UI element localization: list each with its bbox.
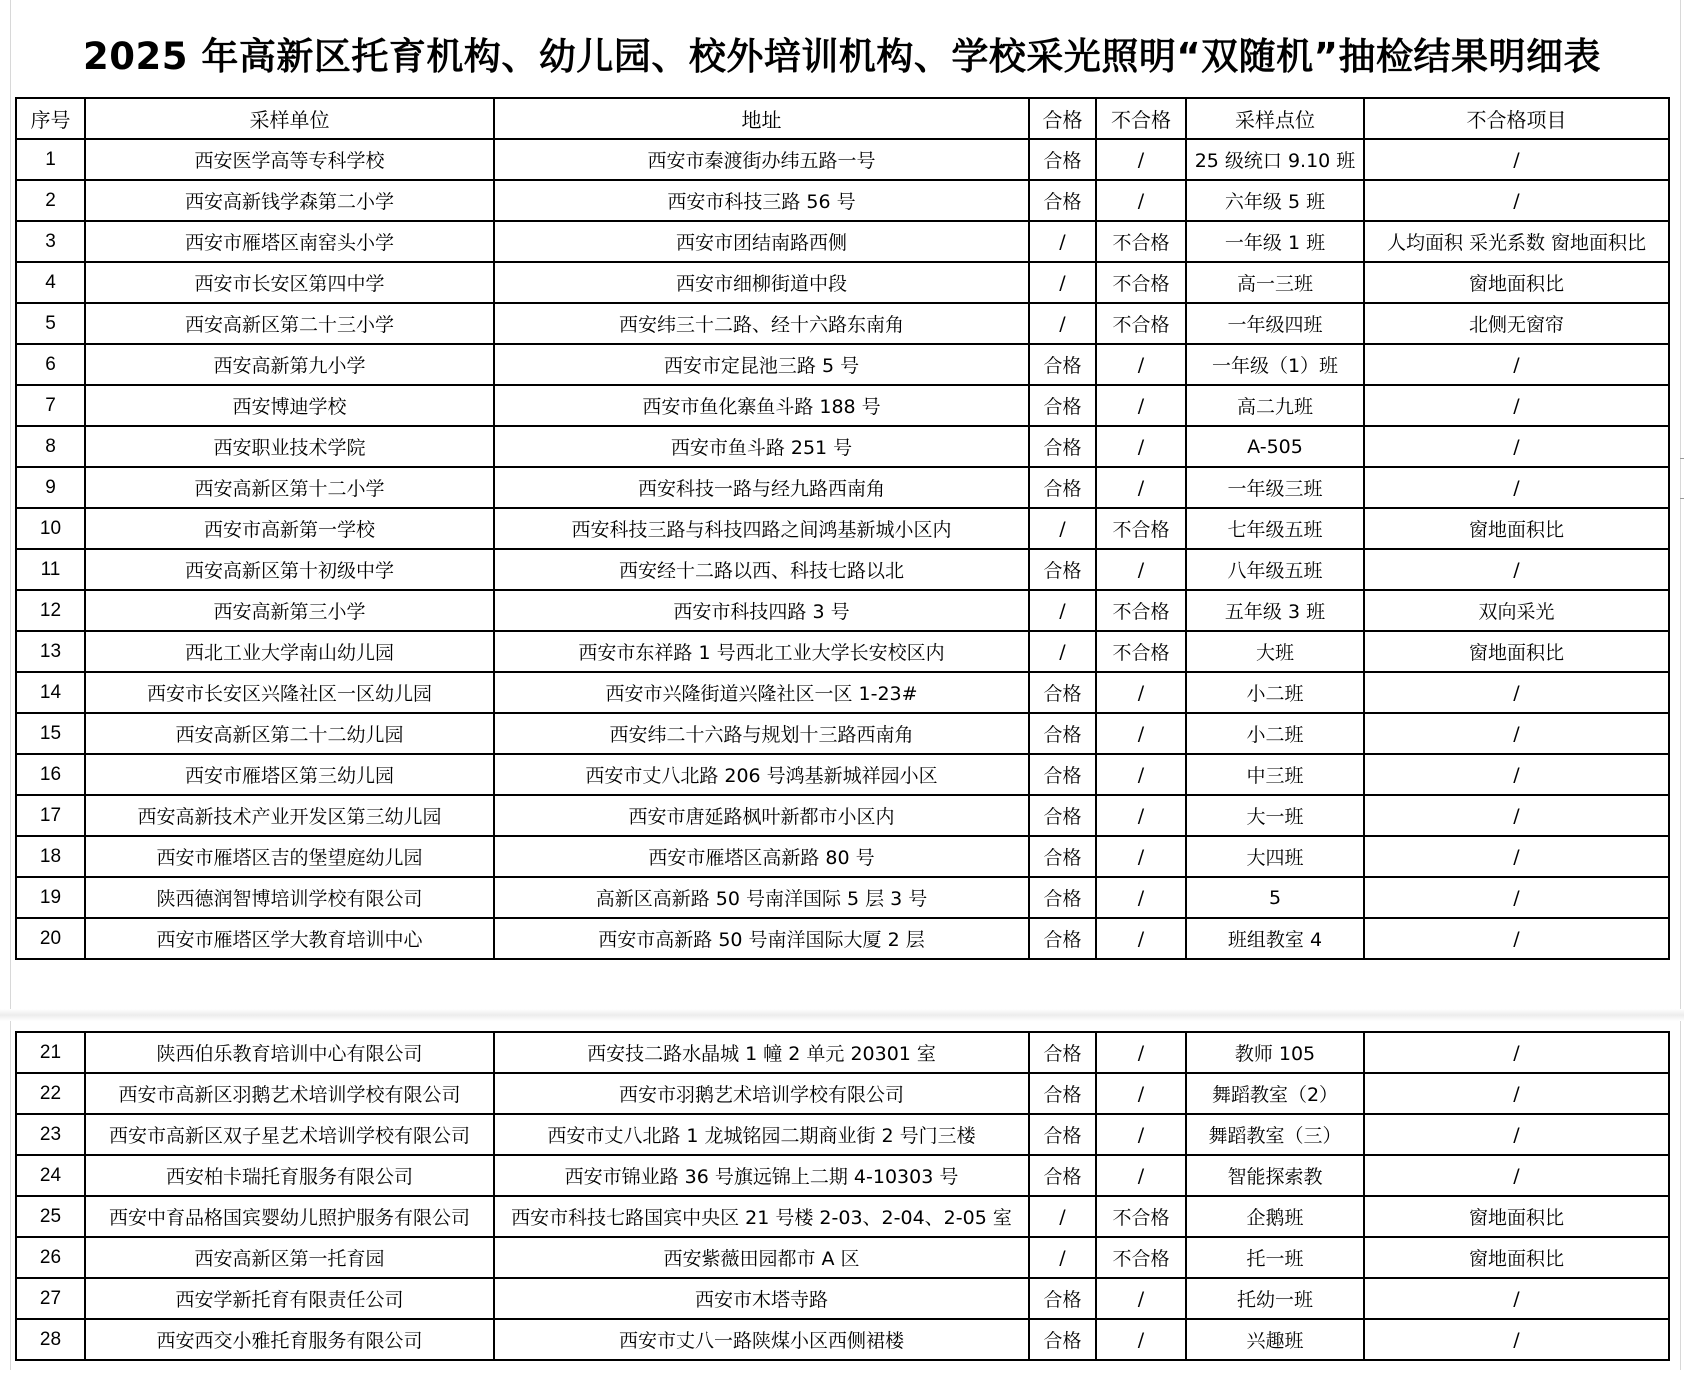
table-row [16, 139, 1669, 180]
cell-fail: / [1096, 344, 1186, 385]
cell-address: 西安市鱼斗路 251 号 [494, 426, 1029, 467]
cell-pass: 合格 [1029, 1319, 1096, 1360]
cell-point: 一年级（1）班 [1186, 344, 1364, 385]
cell-point: 五年级 3 班 [1186, 590, 1364, 631]
cell-address: 高新区高新路 50 号南洋国际 5 层 3 号 [494, 877, 1029, 918]
cell-address: 西安紫薇田园都市 A 区 [494, 1237, 1029, 1278]
cell-no: 10 [16, 508, 85, 549]
cell-pass: 合格 [1029, 139, 1096, 180]
cell-pass: 合格 [1029, 1114, 1096, 1155]
cell-no: 24 [16, 1155, 85, 1196]
cell-point: 七年级五班 [1186, 508, 1364, 549]
cell-no: 14 [16, 672, 85, 713]
cell-point: 一年级三班 [1186, 467, 1364, 508]
page-right-edge [1680, 0, 1681, 1370]
cell-fail: / [1096, 918, 1186, 959]
cell-pass: / [1029, 1237, 1096, 1278]
cell-unit: 西安博迪学校 [85, 385, 494, 426]
page-edge-tick [1680, 458, 1684, 459]
cell-pass: / [1029, 1196, 1096, 1237]
cell-point: 一年级四班 [1186, 303, 1364, 344]
header-no: 序号 [16, 98, 85, 139]
table-row [16, 262, 1669, 303]
cell-unit: 西安高新区第十二小学 [85, 467, 494, 508]
table-row [16, 385, 1669, 426]
cell-no: 13 [16, 631, 85, 672]
cell-point: 智能探索教 [1186, 1155, 1364, 1196]
cell-unit: 西安学新托育有限责任公司 [85, 1278, 494, 1319]
cell-unit: 西安市高新区双子星艺术培训学校有限公司 [85, 1114, 494, 1155]
cell-unit: 西安市高新区羽鹅艺术培训学校有限公司 [85, 1073, 494, 1114]
table-row [16, 426, 1669, 467]
cell-unit: 西安中育品格国宾婴幼儿照护服务有限公司 [85, 1196, 494, 1237]
result-table-page-2 [15, 1031, 1670, 1361]
cell-no: 4 [16, 262, 85, 303]
cell-point: 大一班 [1186, 795, 1364, 836]
cell-unit: 西安柏卡瑞托育服务有限公司 [85, 1155, 494, 1196]
cell-pass: / [1029, 221, 1096, 262]
cell-pass: 合格 [1029, 467, 1096, 508]
cell-no: 26 [16, 1237, 85, 1278]
cell-items: / [1364, 139, 1669, 180]
cell-items: 窗地面积比 [1364, 1237, 1669, 1278]
cell-fail: / [1096, 467, 1186, 508]
cell-address: 西安市兴隆街道兴隆社区一区 1-23# [494, 672, 1029, 713]
cell-fail: / [1096, 549, 1186, 590]
cell-point: 托一班 [1186, 1237, 1364, 1278]
cell-items: 人均面积 采光系数 窗地面积比 [1364, 221, 1669, 262]
cell-point: A-505 [1186, 426, 1364, 467]
cell-no: 20 [16, 918, 85, 959]
cell-point: 小二班 [1186, 672, 1364, 713]
cell-items: / [1364, 795, 1669, 836]
cell-no: 19 [16, 877, 85, 918]
cell-pass: 合格 [1029, 795, 1096, 836]
table-body [16, 1032, 1669, 1360]
cell-point: 托幼一班 [1186, 1278, 1364, 1319]
table-row [16, 1073, 1669, 1114]
table-row [16, 672, 1669, 713]
cell-fail: / [1096, 713, 1186, 754]
cell-point: 5 [1186, 877, 1364, 918]
header-address: 地址 [494, 98, 1029, 139]
table-row [16, 180, 1669, 221]
cell-fail: / [1096, 877, 1186, 918]
table-row [16, 1237, 1669, 1278]
page-title: 2025 年高新区托育机构、幼儿园、校外培训机构、学校采光照明“双随机”抽检结果明细表 [83, 35, 1601, 78]
table-body [16, 139, 1669, 959]
cell-point: 舞蹈教室（三） [1186, 1114, 1364, 1155]
cell-point: 高一三班 [1186, 262, 1364, 303]
table-row [16, 590, 1669, 631]
cell-no: 16 [16, 754, 85, 795]
cell-items: / [1364, 836, 1669, 877]
cell-fail: / [1096, 795, 1186, 836]
cell-pass: / [1029, 508, 1096, 549]
cell-address: 西安市丈八北路 1 龙城铭园二期商业街 2 号门三楼 [494, 1114, 1029, 1155]
cell-no: 28 [16, 1319, 85, 1360]
cell-fail: 不合格 [1096, 590, 1186, 631]
table-row [16, 795, 1669, 836]
cell-unit: 西安市雁塔区南窑头小学 [85, 221, 494, 262]
cell-no: 1 [16, 139, 85, 180]
cell-unit: 西安市雁塔区第三幼儿园 [85, 754, 494, 795]
cell-no: 5 [16, 303, 85, 344]
cell-address: 西安市丈八一路陕煤小区西侧裙楼 [494, 1319, 1029, 1360]
cell-fail: 不合格 [1096, 631, 1186, 672]
cell-no: 9 [16, 467, 85, 508]
page-left-edge [10, 0, 11, 1370]
cell-items: / [1364, 1278, 1669, 1319]
cell-unit: 陕西伯乐教育培训中心有限公司 [85, 1032, 494, 1073]
cell-pass: 合格 [1029, 1073, 1096, 1114]
cell-items: / [1364, 467, 1669, 508]
cell-address: 西安市鱼化寨鱼斗路 188 号 [494, 385, 1029, 426]
table-row [16, 1196, 1669, 1237]
header-fail: 不合格 [1096, 98, 1186, 139]
cell-unit: 西安市雁塔区学大教育培训中心 [85, 918, 494, 959]
table-row [16, 1114, 1669, 1155]
cell-address: 西安市羽鹅艺术培训学校有限公司 [494, 1073, 1029, 1114]
cell-no: 15 [16, 713, 85, 754]
cell-point: 兴趣班 [1186, 1319, 1364, 1360]
cell-items: / [1364, 672, 1669, 713]
cell-address: 西安科技三路与科技四路之间鸿基新城小区内 [494, 508, 1029, 549]
cell-items: / [1364, 385, 1669, 426]
cell-items: / [1364, 426, 1669, 467]
cell-address: 西安市定昆池三路 5 号 [494, 344, 1029, 385]
cell-fail: / [1096, 139, 1186, 180]
cell-pass: 合格 [1029, 344, 1096, 385]
header-point: 采样点位 [1186, 98, 1364, 139]
cell-unit: 西安高新第九小学 [85, 344, 494, 385]
table-row [16, 877, 1669, 918]
cell-items: 窗地面积比 [1364, 262, 1669, 303]
cell-fail: / [1096, 1032, 1186, 1073]
cell-fail: 不合格 [1096, 262, 1186, 303]
header-items: 不合格项目 [1364, 98, 1669, 139]
table-row [16, 508, 1669, 549]
cell-no: 25 [16, 1196, 85, 1237]
cell-items: 窗地面积比 [1364, 508, 1669, 549]
table-row [16, 344, 1669, 385]
cell-pass: 合格 [1029, 836, 1096, 877]
cell-pass: 合格 [1029, 877, 1096, 918]
cell-address: 西安市高新路 50 号南洋国际大厦 2 层 [494, 918, 1029, 959]
cell-address: 西安经十二路以西、科技七路以北 [494, 549, 1029, 590]
table-row [16, 467, 1669, 508]
cell-fail: / [1096, 672, 1186, 713]
cell-items: 双向采光 [1364, 590, 1669, 631]
cell-fail: / [1096, 180, 1186, 221]
cell-pass: 合格 [1029, 180, 1096, 221]
result-table-page-1 [15, 97, 1670, 960]
cell-fail: / [1096, 426, 1186, 467]
cell-address: 西安纬二十六路与规划十三路西南角 [494, 713, 1029, 754]
cell-no: 18 [16, 836, 85, 877]
cell-pass: 合格 [1029, 754, 1096, 795]
cell-items: 北侧无窗帘 [1364, 303, 1669, 344]
cell-address: 西安市锦业路 36 号旗远锦上二期 4-10303 号 [494, 1155, 1029, 1196]
cell-pass: 合格 [1029, 1278, 1096, 1319]
cell-address: 西安市唐延路枫叶新都市小区内 [494, 795, 1029, 836]
cell-fail: / [1096, 1278, 1186, 1319]
table-row [16, 1319, 1669, 1360]
header-row [16, 98, 1669, 139]
cell-unit: 西安市高新第一学校 [85, 508, 494, 549]
table-row [16, 631, 1669, 672]
cell-point: 教师 105 [1186, 1032, 1364, 1073]
cell-fail: 不合格 [1096, 221, 1186, 262]
header-unit: 采样单位 [85, 98, 494, 139]
cell-unit: 西安市长安区第四中学 [85, 262, 494, 303]
cell-address: 西安市木塔寺路 [494, 1278, 1029, 1319]
cell-items: / [1364, 918, 1669, 959]
cell-unit: 西安高新技术产业开发区第三幼儿园 [85, 795, 494, 836]
cell-address: 西安市团结南路西侧 [494, 221, 1029, 262]
cell-point: 中三班 [1186, 754, 1364, 795]
cell-items: / [1364, 1319, 1669, 1360]
cell-address: 西安市科技四路 3 号 [494, 590, 1029, 631]
cell-no: 6 [16, 344, 85, 385]
cell-no: 22 [16, 1073, 85, 1114]
cell-pass: 合格 [1029, 1155, 1096, 1196]
cell-items: 窗地面积比 [1364, 631, 1669, 672]
cell-items: / [1364, 344, 1669, 385]
table-row [16, 549, 1669, 590]
cell-no: 27 [16, 1278, 85, 1319]
cell-address: 西安科技一路与经九路西南角 [494, 467, 1029, 508]
cell-no: 12 [16, 590, 85, 631]
cell-fail: / [1096, 1155, 1186, 1196]
cell-unit: 西安西交小雅托育服务有限公司 [85, 1319, 494, 1360]
cell-point: 八年级五班 [1186, 549, 1364, 590]
cell-unit: 西安市雁塔区吉的堡望庭幼儿园 [85, 836, 494, 877]
cell-unit: 陕西德润智博培训学校有限公司 [85, 877, 494, 918]
cell-fail: / [1096, 754, 1186, 795]
cell-items: / [1364, 549, 1669, 590]
cell-point: 一年级 1 班 [1186, 221, 1364, 262]
cell-point: 企鹅班 [1186, 1196, 1364, 1237]
page-edge-tick [1680, 498, 1684, 499]
table-row [16, 754, 1669, 795]
cell-no: 17 [16, 795, 85, 836]
cell-items: / [1364, 1073, 1669, 1114]
cell-address: 西安市东祥路 1 号西北工业大学长安校区内 [494, 631, 1029, 672]
table-row [16, 1155, 1669, 1196]
cell-fail: / [1096, 1073, 1186, 1114]
cell-unit: 西安市长安区兴隆社区一区幼儿园 [85, 672, 494, 713]
table-row [16, 221, 1669, 262]
table-row [16, 713, 1669, 754]
cell-unit: 西安职业技术学院 [85, 426, 494, 467]
cell-no: 8 [16, 426, 85, 467]
cell-unit: 西北工业大学南山幼儿园 [85, 631, 494, 672]
cell-pass: 合格 [1029, 672, 1096, 713]
cell-point: 小二班 [1186, 713, 1364, 754]
cell-items: / [1364, 754, 1669, 795]
cell-no: 11 [16, 549, 85, 590]
cell-unit: 西安高新钱学森第二小学 [85, 180, 494, 221]
cell-unit: 西安医学高等专科学校 [85, 139, 494, 180]
cell-fail: 不合格 [1096, 1237, 1186, 1278]
cell-fail: / [1096, 836, 1186, 877]
cell-point: 25 级统口 9.10 班 [1186, 139, 1364, 180]
cell-address: 西安市雁塔区高新路 80 号 [494, 836, 1029, 877]
cell-address: 西安市细柳街道中段 [494, 262, 1029, 303]
table-row [16, 918, 1669, 959]
cell-address: 西安纬三十二路、经十六路东南角 [494, 303, 1029, 344]
cell-fail: 不合格 [1096, 1196, 1186, 1237]
cell-point: 六年级 5 班 [1186, 180, 1364, 221]
cell-point: 大四班 [1186, 836, 1364, 877]
table-row [16, 303, 1669, 344]
cell-unit: 西安高新区第二十三小学 [85, 303, 494, 344]
cell-address: 西安市丈八北路 206 号鸿基新城祥园小区 [494, 754, 1029, 795]
cell-point: 舞蹈教室（2） [1186, 1073, 1364, 1114]
table-row [16, 1278, 1669, 1319]
page-break [0, 1009, 1684, 1021]
cell-unit: 西安高新区第十初级中学 [85, 549, 494, 590]
cell-pass: 合格 [1029, 426, 1096, 467]
cell-pass: / [1029, 590, 1096, 631]
cell-no: 2 [16, 180, 85, 221]
header-pass: 合格 [1029, 98, 1096, 139]
cell-unit: 西安高新第三小学 [85, 590, 494, 631]
cell-no: 3 [16, 221, 85, 262]
cell-no: 21 [16, 1032, 85, 1073]
cell-fail: / [1096, 385, 1186, 426]
table-row [16, 1032, 1669, 1073]
cell-items: / [1364, 1032, 1669, 1073]
cell-pass: / [1029, 303, 1096, 344]
cell-pass: / [1029, 262, 1096, 303]
cell-unit: 西安高新区第一托育园 [85, 1237, 494, 1278]
cell-address: 西安市科技七路国宾中央区 21 号楼 2-03、2-04、2-05 室 [494, 1196, 1029, 1237]
cell-fail: / [1096, 1319, 1186, 1360]
cell-no: 23 [16, 1114, 85, 1155]
cell-items: 窗地面积比 [1364, 1196, 1669, 1237]
table-row [16, 836, 1669, 877]
cell-address: 西安市科技三路 56 号 [494, 180, 1029, 221]
cell-items: / [1364, 1114, 1669, 1155]
cell-items: / [1364, 713, 1669, 754]
cell-address: 西安技二路水晶城 1 幢 2 单元 20301 室 [494, 1032, 1029, 1073]
cell-unit: 西安高新区第二十二幼儿园 [85, 713, 494, 754]
cell-address: 西安市秦渡街办纬五路一号 [494, 139, 1029, 180]
cell-fail: 不合格 [1096, 508, 1186, 549]
cell-pass: 合格 [1029, 1032, 1096, 1073]
cell-point: 大班 [1186, 631, 1364, 672]
cell-point: 班组教室 4 [1186, 918, 1364, 959]
cell-items: / [1364, 1155, 1669, 1196]
cell-fail: 不合格 [1096, 303, 1186, 344]
cell-pass: 合格 [1029, 918, 1096, 959]
cell-fail: / [1096, 1114, 1186, 1155]
cell-no: 7 [16, 385, 85, 426]
cell-point: 高二九班 [1186, 385, 1364, 426]
cell-pass: 合格 [1029, 549, 1096, 590]
cell-pass: 合格 [1029, 713, 1096, 754]
cell-pass: / [1029, 631, 1096, 672]
cell-items: / [1364, 180, 1669, 221]
cell-items: / [1364, 877, 1669, 918]
cell-pass: 合格 [1029, 385, 1096, 426]
